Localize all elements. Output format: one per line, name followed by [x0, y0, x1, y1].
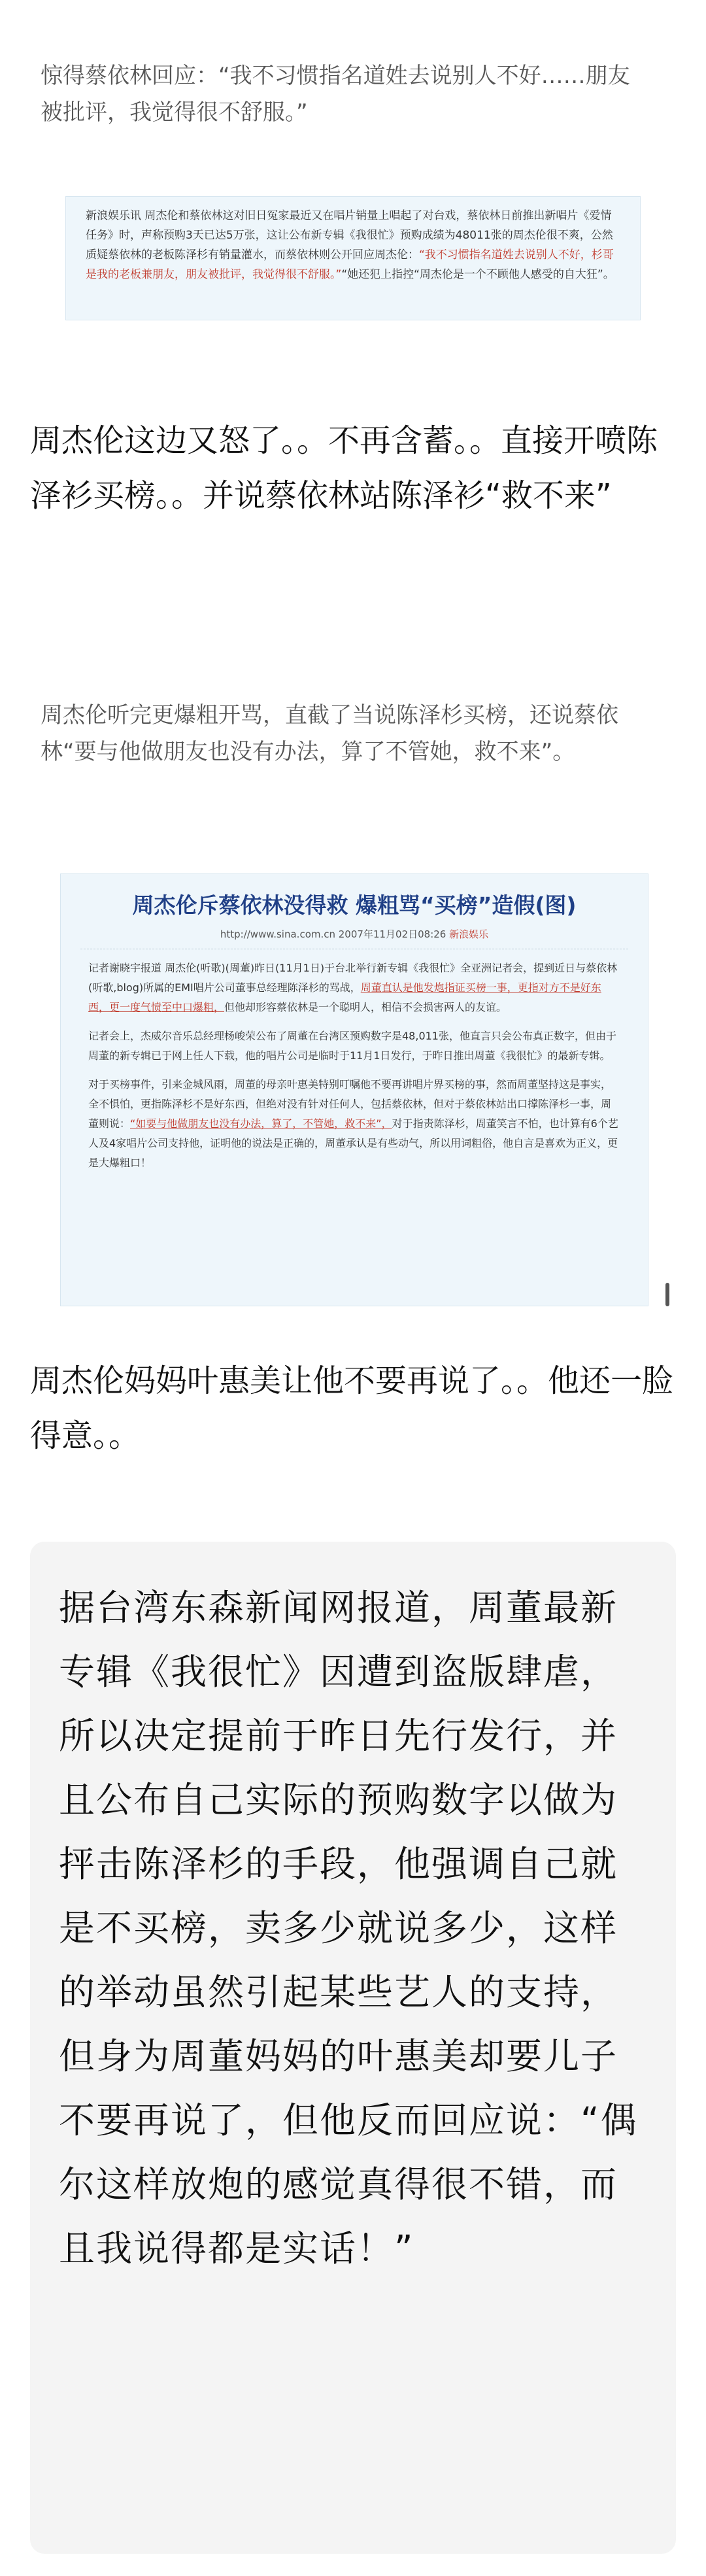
quote-caijinglin-response: 惊得蔡依林回应：“我不习惯指名道姓去说别人不好……朋友被批评，我觉得很不舒服。”	[41, 63, 630, 126]
news-clipping-2	[60, 873, 648, 1306]
quote-box-ettoday-report	[30, 1542, 676, 2554]
clipping2-meta-source[interactable]: 新浪娱乐	[449, 928, 489, 940]
scrollbar-thumb[interactable]	[665, 1283, 669, 1306]
heading-mother-says-stop: 周杰伦妈妈叶惠美让他不要再说了。。他还一脸得意。。	[30, 1363, 674, 1454]
clipping2-meta	[61, 927, 648, 941]
clipping1-line1: 新浪娱乐讯 周杰伦和蔡依林这对旧日冤家最近又在唱片销量上唱起了对台戏，蔡依林日前推出新唱片《爱情任务》时，声称预购3天已达5万张，这让公布新专辑《我很忙》预购成绩为48011张的周杰伦很不爽，公然质疑蔡依林的老板陈泽杉有销量灌水，而蔡依林则公开回应周杰伦：	[86, 209, 613, 262]
clipping2-para-3	[88, 1075, 620, 1173]
clipping2-meta-date: http://www.sina.com.cn 2007年11月02日08:26	[220, 928, 446, 940]
para3-text-c: 对于指责陈泽杉，周董笑言不怕，也计算有6个艺人及4家唱片公司支持他，证明他的说法是正确的，周董承认是有些动气，所以用词粗俗，他自言是喜欢为正义，更是大爆粗口！	[88, 1117, 618, 1169]
clipping2-para-2: 记者会上，杰威尔音乐总经理杨峻荣公布了周董在台湾区预购数字是48,011张，他直言只会公布真正数字，但由于周董的新专辑已于网上任人下载，他的唱片公司是临时于11月1日发行，于昨日推出周董《我很忙》的最新专辑。	[88, 1030, 616, 1062]
clipping2-para-1	[88, 958, 620, 1017]
clipping1-line2: “我不习惯指名道姓去说别人不好，杉哥是我的老板兼朋友，朋友被批评，我觉得很不舒服。”	[86, 248, 614, 281]
quote-box-text: 据台湾东森新闻网报道，周董最新专辑《我很忙》因遭到盗版肆虐，所以决定提前于昨日先行发行，并且公布自己实际的预购数字以做为抨击陈泽杉的手段，他强调自己就是不买榜，卖多少就说多少，这样的举动虽然引起某些艺人的支持，但身为周董妈妈的叶惠美却要儿子不要再说了，但他反而回应说：“偶尔这样放炮的感觉真得很不错，而且我说得都是实话！”	[59, 1587, 638, 2269]
para3-highlight: “如要与他做朋友也没有办法，算了，不管她，救不来”，	[130, 1117, 392, 1130]
heading-jay-angry: 周杰伦这边又怒了。。不再含蓄。。直接开喷陈泽衫买榜。。并说蔡依林站陈泽衫“救不来”	[30, 422, 658, 514]
para3-text-a: 对于买榜事件，引来金城风雨，周董的母亲叶惠美特别叮嘱他不要再讲唱片界买榜的事，然而周董坚持这是事实，全不惧怕，更指陈泽杉不是好东西，但绝对没有针对任何人，包括蔡依林，但对于蔡依林站出口撑陈泽杉一事，周董则说：	[88, 1078, 612, 1130]
news-clipping-1	[65, 196, 641, 320]
quote-jay-curses: 周杰伦听完更爆粗开骂，直截了当说陈泽杉买榜，还说蔡依林“要与他做朋友也没有办法，算了不管她，救不来”。	[41, 702, 618, 765]
clipping2-title: 周杰伦斥蔡依林没得救 爆粗骂“买榜”造假(图)	[132, 892, 577, 918]
para1-highlight: 周董直认是他发炮指证买榜一事，更指对方不是好东西，更一度气愤至中口爆粗，	[88, 981, 601, 1013]
para1-text-c: 但他却形容蔡依林是一个聪明人，相信不会损害两人的友谊。	[224, 1001, 507, 1013]
clipping1-line3: “她还犯上指控“周杰伦是一个不顾他人感受的自大狂”。	[341, 268, 614, 281]
para1-text-a: 记者谢晓宇报道 周杰伦(听歌)(周董)昨日(11月1日)于台北举行新专辑《我很忙》全亚洲记者会，提到近日与蔡依林(听歌,blog)所属的EMI唱片公司董事总经理陈泽杉的骂战，	[88, 962, 618, 994]
